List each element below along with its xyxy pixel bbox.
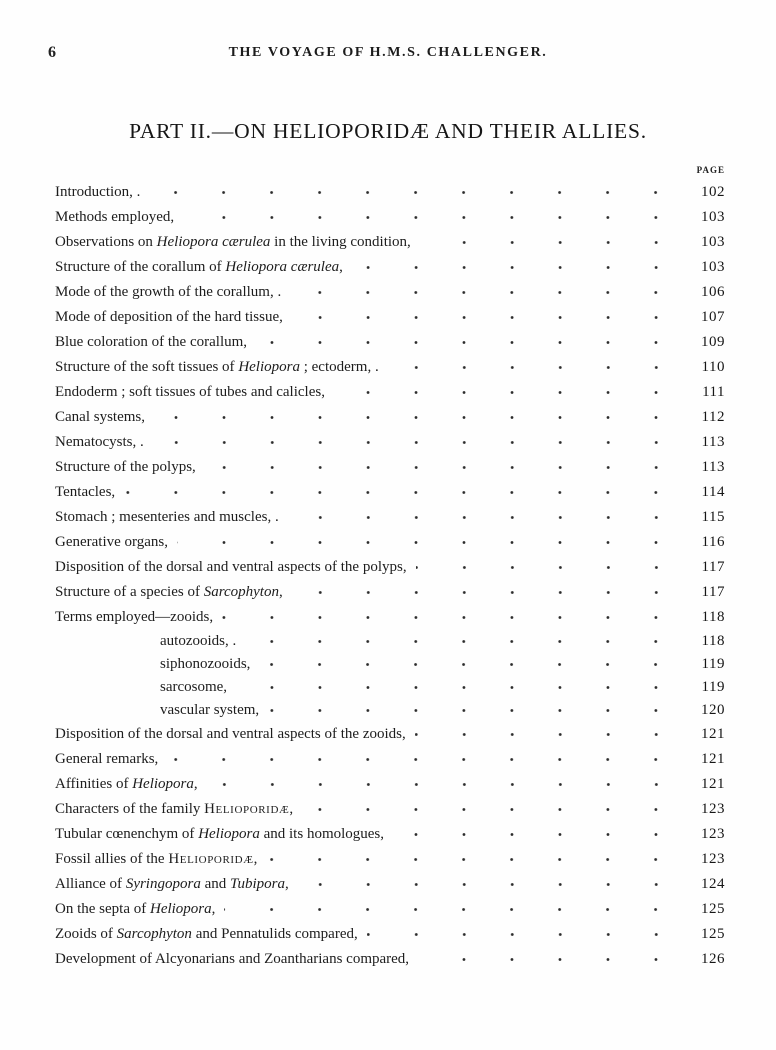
toc-row (55, 699, 725, 722)
toc-entry-text: Mode of the growth of the corallum, . (55, 284, 282, 300)
toc-entry-text: Introduction, . (55, 184, 141, 200)
toc-entry-page: 103 (701, 209, 725, 225)
toc-entry-title (55, 797, 293, 822)
toc-entry-page: 114 (701, 484, 725, 500)
dot-leader (288, 505, 679, 530)
toc-entry-text: in the living condition, (270, 234, 411, 250)
toc-entry-text: Characters of the family (55, 801, 205, 817)
toc-entry-page: 117 (701, 559, 725, 575)
toc-entry-text: Fossil allies of the (55, 851, 169, 867)
toc-entry-title (55, 455, 196, 480)
toc-entry-text: Observations on (55, 234, 157, 250)
toc-entry-page: 106 (701, 284, 725, 300)
toc-entry-title (160, 699, 259, 722)
toc-entry-title (160, 653, 250, 676)
toc-entry-text: Canal systems, (55, 409, 145, 425)
toc-entry-text: Heliopora cærulea (225, 259, 340, 275)
toc-entry-text: , (193, 776, 198, 792)
toc-row (55, 747, 725, 772)
toc-row (55, 530, 725, 555)
toc-entry-page: 103 (701, 234, 725, 250)
toc-row (55, 355, 725, 380)
toc-entry-text: Tubipora (229, 876, 286, 892)
toc-entry-text: sarcosome, (160, 679, 228, 695)
toc-entry-title (55, 897, 215, 922)
toc-entry-page: 118 (701, 609, 725, 625)
toc-entry-text: Tubular cœnenchym of (55, 826, 199, 842)
toc-row (55, 230, 725, 255)
toc-entry-text: , (278, 584, 283, 600)
toc-row (55, 580, 725, 605)
toc-entry-page: 119 (701, 679, 725, 695)
toc-row (55, 430, 725, 455)
toc-entry-text: Development of Alcyonarians and Zoantharians compared, (55, 951, 410, 967)
toc-row (55, 847, 725, 872)
part-heading: PART II.—ON HELIOPORIDÆ AND THEIR ALLIES. (129, 119, 647, 143)
toc-row (55, 630, 725, 653)
toc-entry-text: , (285, 876, 289, 892)
toc-entry-text: Zooids of (55, 926, 117, 942)
toc-entry-text: On the septa of (55, 901, 150, 917)
toc-entry-text: , (211, 901, 216, 917)
dot-leader (415, 722, 679, 747)
toc-entry-text: Endoderm ; soft tissues of tubes and calicles, (55, 384, 325, 400)
toc-entry-text: Affinities of (55, 776, 133, 792)
toc-row (55, 380, 725, 405)
toc-entry-title (55, 580, 283, 605)
page-header (0, 44, 776, 64)
toc-entry-title (55, 847, 257, 872)
toc-entry-text: and (200, 876, 230, 892)
toc-entry-page: 123 (701, 826, 725, 842)
toc-row (55, 405, 725, 430)
dot-leader (167, 747, 679, 772)
dot-leader (290, 280, 679, 305)
toc-entry-title (160, 630, 236, 653)
toc-entry-page: 107 (701, 309, 725, 325)
toc-row (55, 722, 725, 747)
toc-entry-page: 103 (701, 259, 725, 275)
toc-entry-title (55, 255, 343, 280)
toc-entry-page: 112 (701, 409, 725, 425)
dot-leader (388, 355, 679, 380)
toc-row (55, 505, 725, 530)
toc-entry-page: 117 (701, 584, 725, 600)
dot-leader (207, 772, 679, 797)
dot-leader (352, 255, 679, 280)
toc-entry-text: Disposition of the dorsal and ventral aspects of the polyps, (55, 559, 407, 575)
toc-entry-text: Generative organs, (55, 534, 169, 550)
dot-leader (416, 555, 679, 580)
toc-entry-title (55, 205, 174, 230)
toc-row (55, 280, 725, 305)
toc-entry-page: 113 (701, 434, 725, 450)
dot-leader (124, 480, 679, 505)
toc-entry-page: 111 (702, 384, 725, 400)
toc-entry-text: , (289, 801, 294, 817)
toc-entry-title (55, 555, 407, 580)
dot-leader (149, 180, 679, 205)
dot-leader (292, 305, 679, 330)
toc-entry-title (55, 505, 279, 530)
toc-row (55, 205, 725, 230)
toc-entry-title (55, 380, 325, 405)
toc-entry-title (55, 405, 145, 430)
toc-entry-text: autozooids, . (160, 633, 237, 649)
toc-entry-text: Alliance of (55, 876, 126, 892)
dot-leader (205, 455, 679, 480)
toc-entry-page: 119 (701, 656, 725, 672)
toc-entry-text: Methods employed, (55, 209, 175, 225)
toc-entry-text: , (339, 259, 343, 275)
toc-row (55, 947, 725, 972)
toc-entry-page: 123 (701, 851, 725, 867)
dot-leader (292, 580, 679, 605)
page-column-label: PAGE (696, 165, 725, 175)
dot-leader (245, 630, 679, 653)
toc-row (55, 330, 725, 355)
dot-leader (236, 676, 679, 699)
toc-entry-page: 121 (701, 776, 725, 792)
dot-leader (420, 230, 679, 255)
toc-entry-text: Disposition of the dorsal and ventral aspects of the zooids, (55, 726, 406, 742)
dot-leader (224, 897, 679, 922)
toc-row (55, 255, 725, 280)
dot-leader (177, 530, 679, 555)
toc-entry-text: Structure of the soft tissues of (55, 359, 239, 375)
toc-entry-text: and its homologues, (259, 826, 385, 842)
toc-row (55, 772, 725, 797)
toc-entry-text: Helioporidæ (204, 801, 290, 817)
toc-entry-text: Heliopora (149, 901, 212, 917)
toc-entry-title (55, 922, 358, 947)
folio-page-number: 6 (48, 44, 56, 61)
toc-entry-text: Tentacles, (55, 484, 116, 500)
toc-entry-page: 121 (701, 726, 725, 742)
toc-entry-title (55, 605, 213, 630)
toc-entry-page: 110 (701, 359, 725, 375)
dot-leader (153, 430, 679, 455)
toc-row (55, 480, 725, 505)
toc-entry-text: Stomach ; mesenteries and muscles, . (55, 509, 279, 525)
dot-leader (266, 847, 679, 872)
toc-row (55, 305, 725, 330)
dot-leader (418, 947, 679, 972)
toc-entry-title (55, 480, 115, 505)
toc-entry-text: Heliopora (132, 776, 194, 792)
toc-entry-title (55, 872, 289, 897)
dot-leader (298, 872, 679, 897)
dot-leader (393, 822, 679, 847)
toc-entry-page: 120 (701, 702, 725, 718)
toc-entry-page: 118 (701, 633, 725, 649)
dot-leader (334, 380, 679, 405)
toc-entry-title (55, 180, 140, 205)
toc-row (55, 653, 725, 676)
dot-leader (268, 699, 679, 722)
toc-entry-title (55, 330, 247, 355)
toc-entry-text: Heliopora (238, 359, 300, 375)
toc-row (55, 897, 725, 922)
dot-leader (222, 605, 679, 630)
toc-entry-page: 116 (701, 534, 725, 550)
toc-entry-text: General remarks, (55, 751, 159, 767)
toc-entry-text: and Pennatulids compared, (191, 926, 358, 942)
dot-leader (256, 330, 679, 355)
toc-entry-text: Syringopora (125, 876, 201, 892)
toc-entry-page: 125 (701, 926, 725, 942)
toc-entry-text: Terms employed—zooids, (55, 609, 214, 625)
toc-entry-title (55, 430, 144, 455)
toc-entry-text: Blue coloration of the corallum, (55, 334, 248, 350)
toc-entry-page: 125 (701, 901, 725, 917)
toc-entry-text: vascular system, (160, 702, 260, 718)
toc-entry-text: Structure of the polyps, (55, 459, 196, 475)
toc-entry-text: Sarcophyton (116, 926, 192, 942)
toc-row (55, 822, 725, 847)
toc-row (55, 455, 725, 480)
toc-entry-title (55, 355, 379, 380)
running-head-title: THE VOYAGE OF H.M.S. CHALLENGER. (228, 45, 548, 60)
toc-entry-title (55, 530, 168, 555)
toc-entry-page: 121 (701, 751, 725, 767)
toc-entry-page: 109 (701, 334, 725, 350)
dot-leader (302, 797, 679, 822)
toc-entry-title (55, 305, 283, 330)
toc-row (55, 605, 725, 630)
toc-entry-title (55, 722, 406, 747)
toc-entry-text: Mode of deposition of the hard tissue, (55, 309, 283, 325)
dot-leader (367, 922, 679, 947)
toc-entry-text: ; ectoderm, . (299, 359, 379, 375)
toc-entry-title (55, 772, 198, 797)
toc-entry-page: 102 (701, 184, 725, 200)
toc-entry-title (55, 822, 384, 847)
toc-row (55, 676, 725, 699)
toc-entry-title (160, 676, 227, 699)
table-of-contents (55, 180, 725, 972)
toc-entry-page: 123 (701, 801, 725, 817)
toc-entry-page: 126 (701, 951, 725, 967)
toc-row (55, 922, 725, 947)
dot-leader (183, 205, 679, 230)
toc-entry-page: 115 (701, 509, 725, 525)
toc-entry-title (55, 280, 281, 305)
toc-entry-title (55, 230, 411, 255)
toc-entry-page: 113 (701, 459, 725, 475)
toc-entry-text: Heliopora (198, 826, 260, 842)
toc-row (55, 872, 725, 897)
toc-entry-text: siphonozooids, (160, 656, 251, 672)
toc-row (55, 797, 725, 822)
toc-row (55, 180, 725, 205)
toc-entry-text: Structure of a species of (55, 584, 204, 600)
toc-entry-text: , (253, 851, 258, 867)
toc-entry-text: Sarcophyton (203, 584, 279, 600)
toc-entry-text: Heliopora cærulea (156, 234, 271, 250)
toc-entry-title (55, 747, 158, 772)
toc-entry-text: Helioporidæ (168, 851, 254, 867)
toc-entry-title (55, 947, 409, 972)
toc-entry-text: Structure of the corallum of (55, 259, 226, 275)
toc-row (55, 555, 725, 580)
dot-leader (154, 405, 679, 430)
toc-entry-page: 124 (701, 876, 725, 892)
dot-leader (259, 653, 679, 676)
toc-entry-text: Nematocysts, . (55, 434, 144, 450)
